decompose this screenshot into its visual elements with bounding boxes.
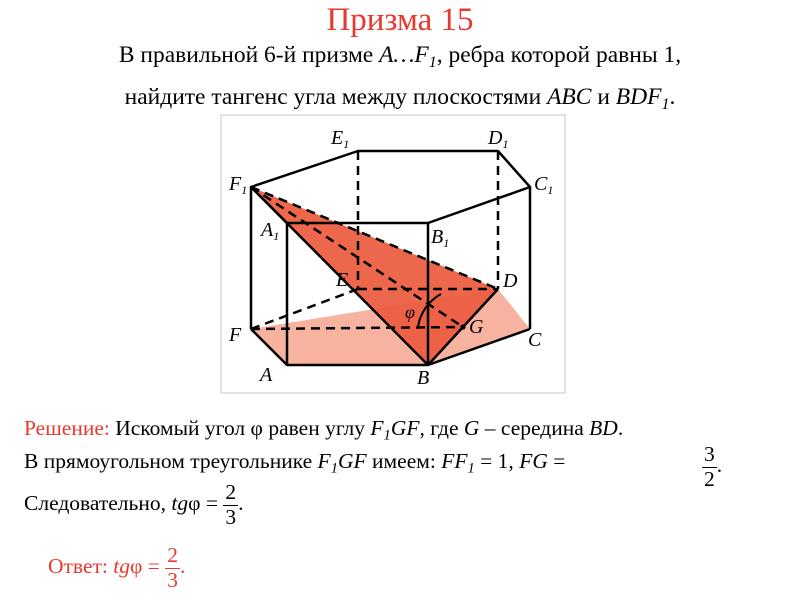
- phi-symbol: φ: [250, 416, 263, 440]
- result-formula: tgφ = $\frac{2}{3}$ .: [171, 480, 244, 529]
- solution-label: Решение:: [24, 416, 110, 440]
- plane-abc: ABC: [547, 84, 592, 110]
- label-a1: $A_1$: [261, 219, 280, 243]
- answer-label: Ответ:: [48, 554, 108, 578]
- solution-line-2: В прямоугольном треугольнике $F_1GF$ имеем: $FF_1 = 1$, FG =: [24, 449, 566, 477]
- problem-text: .: [669, 84, 676, 110]
- prism-figure: [220, 114, 566, 394]
- label-c1: $C_1$: [534, 173, 554, 197]
- problem-text: найдите тангенс угла между плоскостями: [124, 84, 548, 110]
- angle-f1gf: $F_1GF$: [370, 416, 420, 444]
- page-title: Призма 15: [326, 2, 474, 38]
- triangle-f1gf: $F_1GF$: [317, 449, 367, 477]
- label-b1: $B_1$: [431, 226, 450, 250]
- answer-formula: tgφ = $\frac{2}{3}$ .: [113, 543, 186, 592]
- label-d: D: [503, 270, 518, 292]
- problem-text: , ребра которой равны 1,: [436, 42, 682, 68]
- answer-line: [48, 544, 185, 591]
- label-g: G: [469, 316, 484, 338]
- label-e1: $E_1$: [331, 127, 350, 151]
- solution-line-1: Решение: Искомый угол φ равен углу $F_1GF$, где G – середина BD.: [24, 416, 624, 444]
- problem-statement-line-1: [0, 42, 800, 69]
- problem-text: и: [591, 84, 616, 110]
- label-phi: φ: [405, 302, 415, 322]
- label-f: F: [229, 324, 242, 346]
- label-e: E: [336, 269, 349, 291]
- label-d1: $D_1$: [488, 127, 509, 151]
- plane-bdf1: $BDF_1$: [615, 84, 670, 113]
- label-b: B: [417, 367, 430, 389]
- prism-name: $A\dots F_1$: [379, 42, 437, 71]
- label-a: A: [260, 364, 273, 386]
- point-g: [460, 324, 465, 329]
- label-f1: $F_1$: [229, 173, 248, 197]
- problem-statement-line-2: [0, 84, 800, 111]
- label-c: C: [528, 329, 542, 351]
- problem-text: В правильной 6-й призме: [118, 42, 380, 68]
- fraction-3-2: $\frac{3}{2}$ .: [704, 442, 723, 491]
- solution-line-3: Следовательно, tgφ = $\frac{2}{3}$ .: [24, 480, 244, 529]
